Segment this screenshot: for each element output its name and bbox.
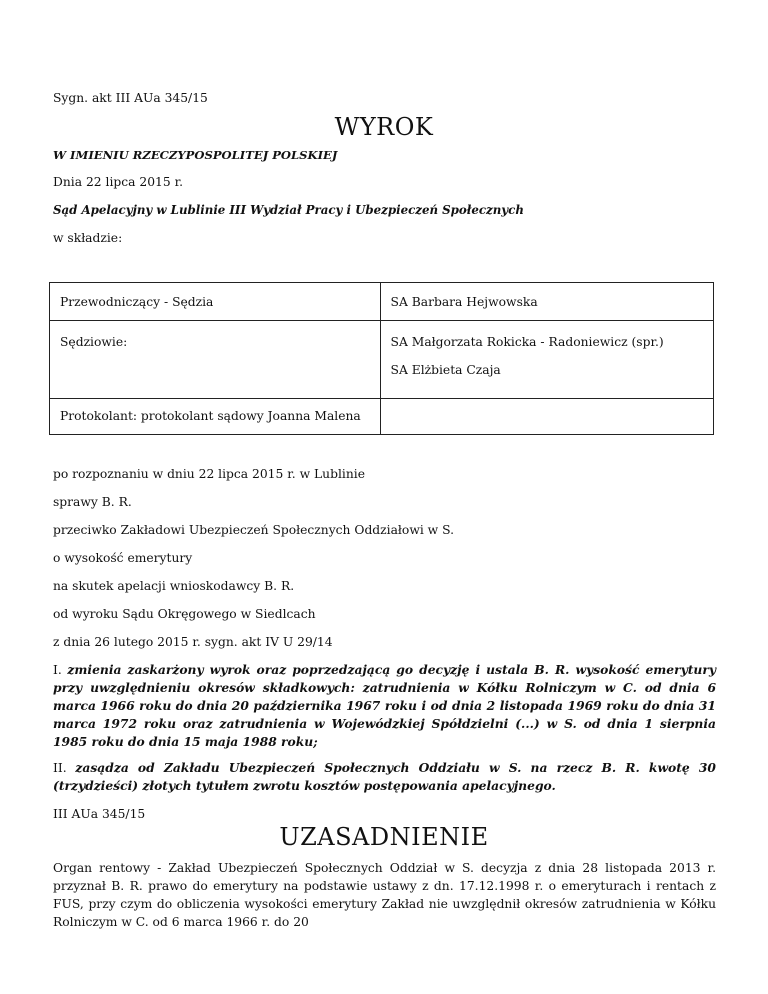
ruling-point-2-text: zasądza od Zakładu Ubezpieczeń Społecznych Oddziału w S. na rzecz B. R. kwotę 30 (trzydzieści) złotych tytułem zwrotu kosztów postępowania apelacyjnego. [53, 760, 716, 793]
justification-signature: III AUa 345/15 [53, 807, 146, 821]
case-signature: Sygn. akt III AUa 345/15 [53, 91, 208, 105]
judge-1-name: SA Małgorzata Rokicka - Radoniewicz (spr.) [390, 335, 664, 349]
case-party-line: sprawy B. R. [53, 495, 132, 509]
court-name: Sąd Apelacyjny w Lublinie III Wydział Pracy i Ubezpieczeń Społecznych [53, 203, 524, 217]
clerk-name: Protokolant: protokolant sądowy Joanna Malena [60, 409, 361, 423]
hearing-line: po rozpoznaniu w dniu 22 lipca 2015 r. w Lublinie [53, 467, 365, 481]
lower-court-date-line: z dnia 26 lutego 2015 r. sygn. akt IV U 29/14 [53, 635, 333, 649]
presiding-name: SA Barbara Hejwowska [390, 295, 538, 309]
justification-title: UZASADNIENIE [279, 823, 489, 851]
composition-label: w składzie: [53, 231, 123, 245]
ruling-point-2 [53, 759, 716, 795]
document-title: WYROK [334, 113, 434, 141]
ruling-point-1-text: zmienia zaskarżony wyrok oraz poprzedzającą go decyzję i ustala B. R. wysokość emerytury przy uwzględnieniu okresów składkowych: zatrudnienia w Kółku Rolniczym w C. od dnia 6 marca 1966 roku do dnia 20 października 1967 roku i od dnia 2 listopada 1969 roku do dnia 31 marca 1972 roku oraz zatrudnienia w Wojewódzkiej Spółdzielni (...) w S. od dnia 1 sierpnia 1985 roku do dnia 15 maja 1988 roku; [53, 662, 716, 749]
judges-label: Sędziowie: [60, 335, 128, 349]
panel-row-clerk [50, 399, 714, 435]
presiding-label: Przewodniczący - Sędzia [60, 295, 214, 309]
panel-row-presiding [50, 283, 714, 321]
panel-row-judges [50, 321, 714, 399]
judgment-date: Dnia 22 lipca 2015 r. [53, 175, 184, 189]
court-panel-table [49, 282, 714, 435]
appeal-line: na skutek apelacji wnioskodawcy B. R. [53, 579, 295, 593]
ruling-point-1-number: I. [53, 663, 62, 677]
in-name-of-republic: W IMIENIU RZECZYPOSPOLITEJ POLSKIEJ [53, 148, 338, 162]
judge-2-name: SA Elżbieta Czaja [390, 363, 501, 377]
case-subject-line: o wysokość emerytury [53, 551, 193, 565]
case-against-line: przeciwko Zakładowi Ubezpieczeń Społecznych Oddziałowi w S. [53, 523, 455, 537]
ruling-point-2-number: II. [53, 761, 67, 775]
lower-court-line: od wyroku Sądu Okręgowego w Siedlcach [53, 607, 316, 621]
ruling-point-1 [53, 661, 716, 751]
justification-paragraph: Organ rentowy - Zakład Ubezpieczeń Społecznych Oddział w S. decyzja z dnia 28 listopada 2013 r. przyznał B. R. prawo do emerytury na podstawie ustawy z dn. 17.12.1998 r. o emeryturach i rentach z FUS, przy czym do obliczenia wysokości emerytury Zakład nie uwzględnił okresów zatrudnienia w Kółku Rolniczym w C. od 6 marca 1966 r. do 20 [53, 861, 716, 929]
